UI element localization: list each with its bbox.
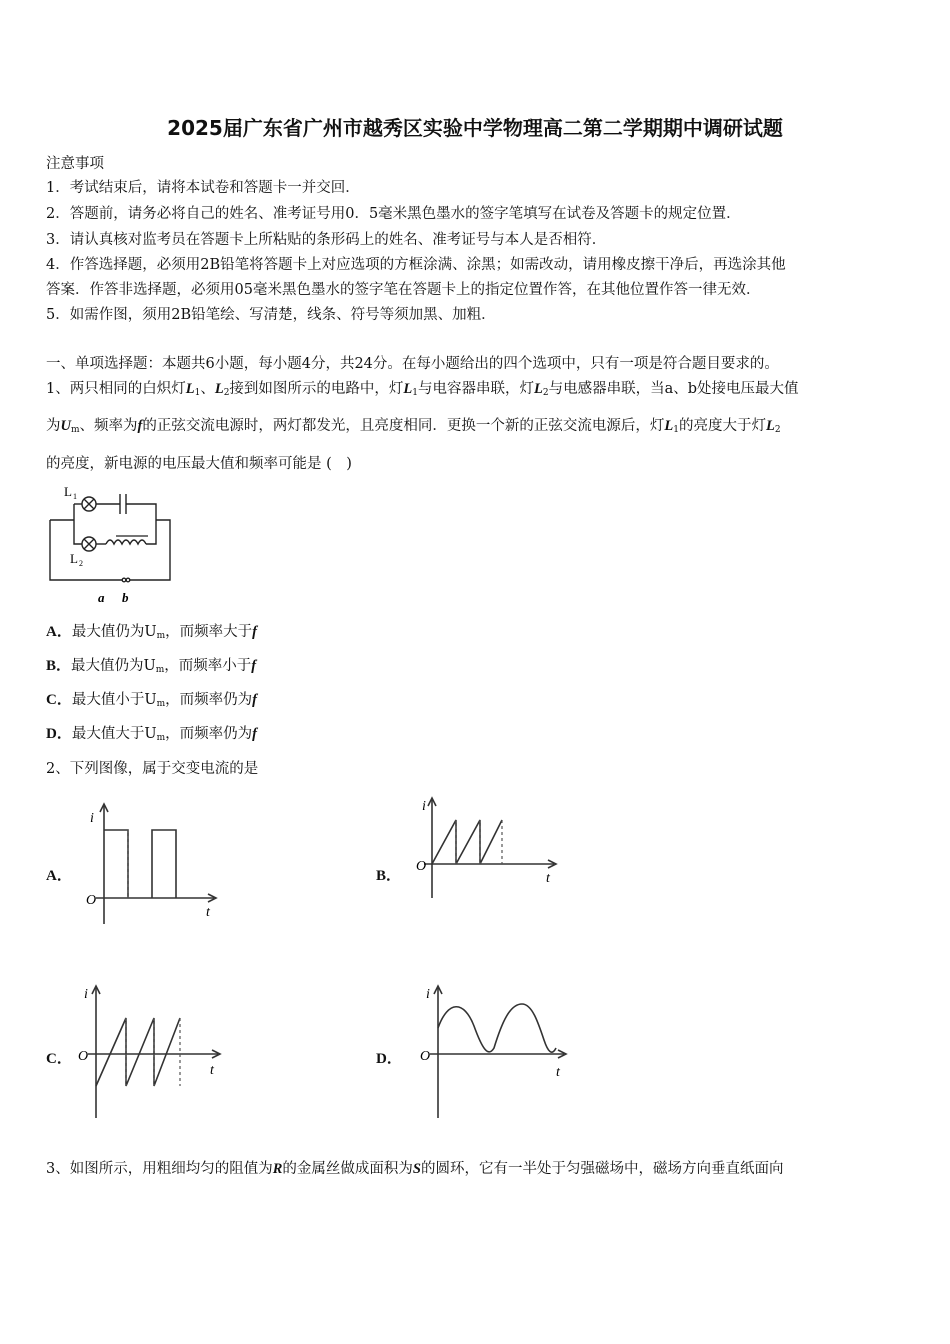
origin-label: O [420,1049,431,1064]
label-l1-sub: 1 [73,492,77,501]
x-axis-label: t [210,1063,214,1078]
q2-option-d[interactable]: D． [376,1051,402,1067]
q2-option-c[interactable]: C． [46,1051,72,1067]
page-title: 2025届广东省广州市越秀区实验中学物理高二第二学期期中调研试题 [167,116,783,140]
circuit-wire [130,520,170,580]
q2-option-a[interactable]: A． [46,868,72,884]
origin-label: O [86,893,97,908]
y-axis-label: i [84,987,88,1002]
graph-c [76,982,226,1122]
graph-b [412,794,562,904]
x-axis-label: t [556,1065,560,1080]
section-heading: 一、单项选择题：本题共6小题，每小题4分，共24分。在每小题给出的四个选项中，只有一项是符合题目要求的。 [46,356,779,372]
label-l1: L [64,484,72,499]
x-axis-label: t [206,905,210,920]
label-b: b [122,590,129,605]
notice-item: 1．考试结束后，请将本试卷和答题卡一并交回． [46,180,360,196]
circuit-diagram [44,480,174,606]
notice-item: 3．请认真核对监考员在答题卡上所粘贴的条形码上的姓名、准考证号与本人是否相符． [46,232,607,248]
graph-a [80,800,230,930]
label-l2-sub: 2 [79,559,83,568]
capacitor [120,494,126,514]
q2-stem: 2、下列图像，属于交变电流的是 [46,761,259,777]
notice-item: 4．作答选择题，必须用2B铅笔将答题卡上对应选项的方框涂满、涂黑；如需改动，请用橡皮擦干净后，再选涂其他 [46,257,786,273]
q1-option-c[interactable]: C．最大值小于$U_m$，而频率仍为f [46,692,257,709]
q1-option-a[interactable]: A．最大值仍为$U_m$，而频率大于f [46,624,257,641]
q1-line2: 为$U_m$、频率为f的正弦交流电源时，两灯都发光，且亮度相同．更换一个新的正弦交流电源后，灯$L_1$的亮度大于灯$L_2$ [46,418,781,435]
notice-heading: 注意事项 [46,156,104,172]
graph-d [418,982,568,1122]
q1-line1: 1、两只相同的白炽灯$L_1$、$L_2$接到如图所示的电路中，灯$L_1$与电容器串联，灯$L_2$与电感器串联，当a、b处接电压最大值 [46,381,799,398]
origin-label: O [416,859,427,874]
notice-item: 答案．作答非选择题，必须用05毫米黑色墨水的签字笔在答题卡上的指定位置作答，在其他位置作答一律无效． [46,282,761,298]
label-l2: L [70,551,78,566]
x-axis-label: t [546,871,550,886]
y-axis-label: i [422,799,426,814]
y-axis-label: i [426,987,430,1002]
notice-item: 5．如需作图，须用2B铅笔绘、写清楚，线条、符号等须加黑、加粗． [46,307,496,323]
q1-option-d[interactable]: D．最大值大于$U_m$，而频率仍为f [46,726,257,743]
q2-option-b[interactable]: B． [376,868,402,884]
q3-line1: 3、如图所示，用粗细均匀的阻值为R的金属丝做成面积为S的圆环，它有一半处于匀强磁场中，磁场方向垂直纸面向 [46,1161,784,1177]
label-a: a [98,590,105,605]
inductor [106,540,146,544]
q1-option-b[interactable]: B．最大值仍为$U_m$，而频率小于f [46,658,257,675]
origin-label: O [78,1049,89,1064]
notice-item: 2．答题前，请务必将自己的姓名、准考证号用0．5毫米黑色墨水的签字笔填写在试卷及答题卡的规定位置． [46,206,741,222]
y-axis-label: i [90,811,94,826]
q1-line3: 的亮度，新电源的电压最大值和频率可能是 ( ) [46,456,352,472]
